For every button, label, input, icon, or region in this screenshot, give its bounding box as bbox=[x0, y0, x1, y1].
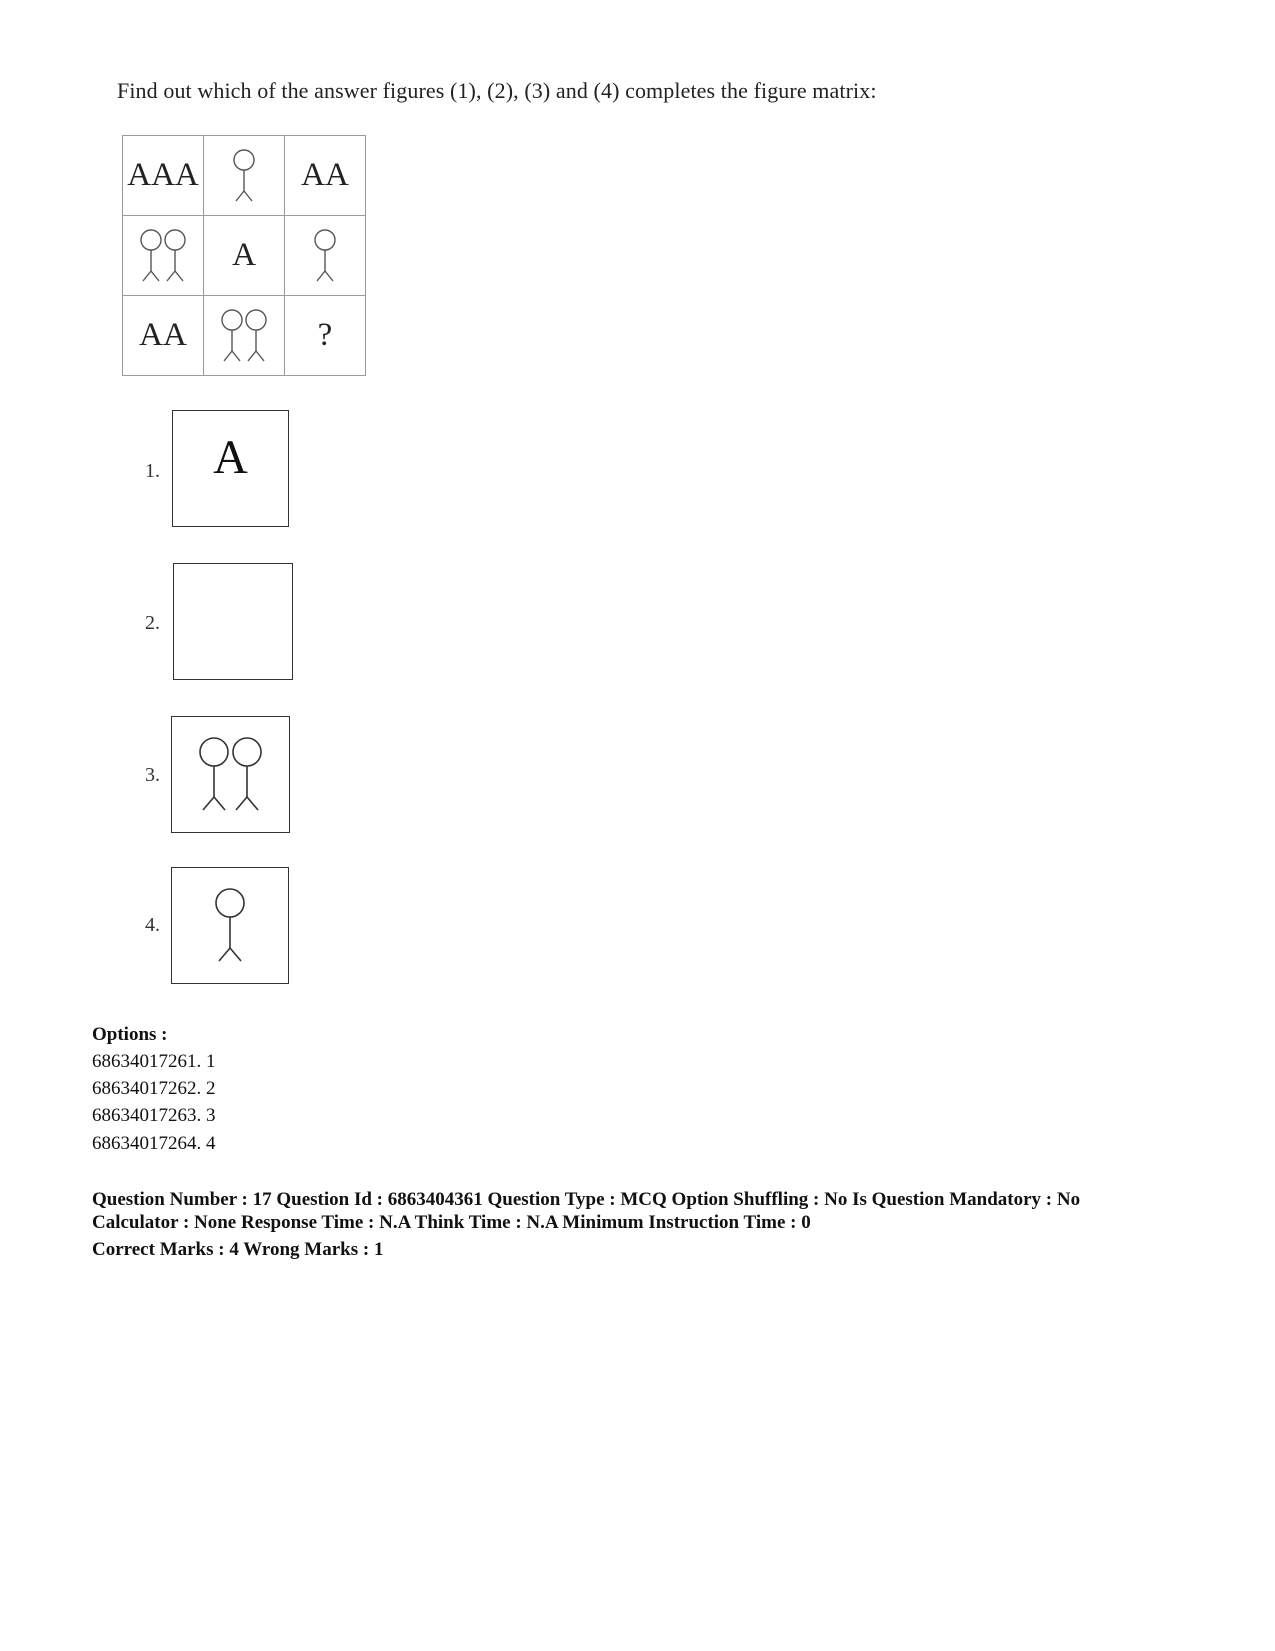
question-prompt: Find out which of the answer figures (1), (2), (3) and (4) completes the figure matrix: bbox=[117, 78, 877, 103]
answer-figure-1 bbox=[172, 410, 289, 527]
answer-figure-label-1: 1. bbox=[145, 460, 160, 482]
stick-figure-icon bbox=[229, 148, 259, 204]
two-stick-figures-icon bbox=[216, 308, 272, 364]
option-item-3: 68634017263. 3 bbox=[92, 1105, 216, 1126]
answer-figure-1-letter: A bbox=[213, 431, 248, 484]
question-marks-line: Correct Marks : 4 Wrong Marks : 1 bbox=[92, 1239, 384, 1260]
matrix-row-3 bbox=[123, 296, 366, 376]
two-stick-figures-icon bbox=[191, 735, 271, 815]
answer-figure-2 bbox=[173, 563, 293, 680]
stick-figure-icon bbox=[310, 228, 340, 284]
answer-figure-label-3: 3. bbox=[145, 764, 160, 786]
matrix-cell-3-2 bbox=[204, 296, 285, 376]
answer-figure-3 bbox=[171, 716, 290, 833]
figure-matrix bbox=[122, 135, 366, 376]
option-item-1: 68634017261. 1 bbox=[92, 1051, 216, 1072]
option-item-4: 68634017264. 4 bbox=[92, 1133, 216, 1154]
question-meta-line-1: Question Number : 17 Question Id : 6863404361 Question Type : MCQ Option Shuffling : No Is Question Mandatory : No bbox=[92, 1189, 1081, 1210]
answer-figure-4 bbox=[171, 867, 289, 984]
matrix-cell-3-3: ? bbox=[285, 296, 366, 376]
matrix-cell-1-3: AA bbox=[285, 136, 366, 216]
matrix-cell-1-2 bbox=[204, 136, 285, 216]
matrix-row-2 bbox=[123, 216, 366, 296]
question-meta-line-2: Calculator : None Response Time : N.A Think Time : N.A Minimum Instruction Time : 0 bbox=[92, 1212, 811, 1233]
option-item-2: 68634017262. 2 bbox=[92, 1078, 216, 1099]
matrix-cell-3-1: AA bbox=[123, 296, 204, 376]
matrix-cell-2-2: A bbox=[204, 216, 285, 296]
options-heading: Options : bbox=[92, 1024, 168, 1045]
matrix-row-1 bbox=[123, 136, 366, 216]
answer-figure-label-4: 4. bbox=[145, 914, 160, 936]
matrix-cell-2-3 bbox=[285, 216, 366, 296]
matrix-cell-2-1 bbox=[123, 216, 204, 296]
matrix-cell-1-1: AAA bbox=[123, 136, 204, 216]
stick-figure-icon bbox=[210, 886, 250, 966]
two-stick-figures-icon bbox=[135, 228, 191, 284]
answer-figure-label-2: 2. bbox=[145, 612, 160, 634]
